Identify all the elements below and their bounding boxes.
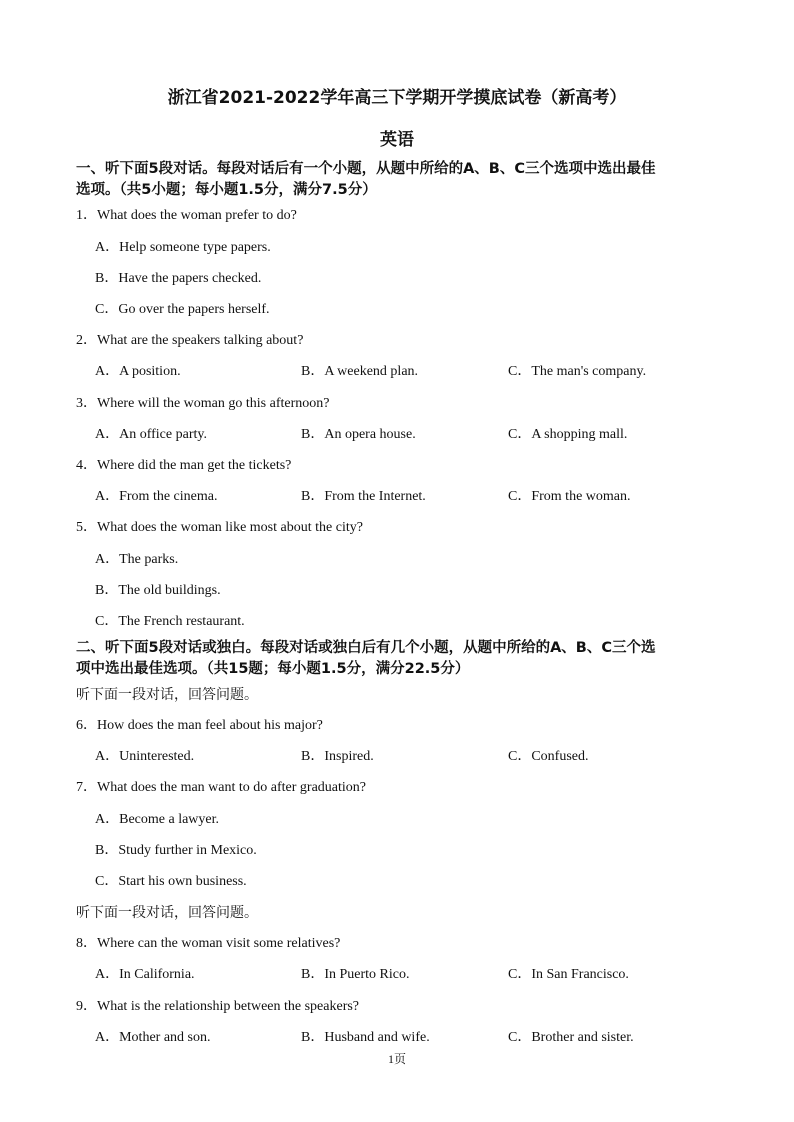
question-4-option-b: B．From the Internet. (301, 489, 426, 504)
question-6-option-a: A．Uninterested. (95, 749, 195, 764)
section-1-line-2: 选项。（共5小题；每小题1.5分，满分7.5分） (76, 182, 377, 198)
question-3-option-a: A．An office party. (95, 427, 207, 442)
question-7-option-c: C．Start his own business. (95, 874, 247, 889)
question-4: 4．Where did the man get the tickets? (76, 458, 292, 473)
question-3-option-c: C．A shopping mall. (508, 427, 628, 442)
exam-title: 浙江省2021-2022学年高三下学期开学摸底试卷（新高考） (167, 88, 627, 108)
question-4-option-c: C．From the woman. (508, 489, 631, 504)
question-1: 1．What does the woman prefer to do? (76, 208, 297, 223)
question-3-option-b: B．An opera house. (301, 427, 416, 442)
question-8-option-b: B．In Puerto Rico. (301, 967, 410, 982)
section-1-line-1: 一、听下面5段对话。每段对话后有一个小题，从题中所给的A、B、C三个选项中选出最佳 (76, 161, 656, 177)
section-2-line-1: 二、听下面5段对话或独白。每段对话或独白后有几个小题，从题中所给的A、B、C三个选 (76, 640, 656, 656)
question-5: 5．What does the woman like most about the city? (76, 520, 363, 535)
question-4-option-a: A．From the cinema. (95, 489, 218, 504)
listening-instruction-2: 听下面一段对话，回答问题。 (76, 905, 258, 921)
question-5-option-b: B．The old buildings. (95, 583, 221, 598)
section-2-heading (76, 638, 726, 680)
listening-instruction-1: 听下面一段对话，回答问题。 (76, 687, 258, 703)
question-2-option-b: B．A weekend plan. (301, 364, 419, 379)
question-8-option-c: C．In San Francisco. (508, 967, 629, 982)
section-2-line-2: 项中选出最佳选项。（共15题；每小题1.5分，满分22.5分） (76, 661, 470, 677)
question-6-option-b: B．Inspired. (301, 749, 374, 764)
question-7: 7．What does the man want to do after graduation? (76, 780, 367, 795)
question-9-option-a: A．Mother and son. (95, 1030, 211, 1045)
question-3: 3．Where will the woman go this afternoon? (76, 396, 330, 411)
page-number: 1页 (387, 1052, 406, 1066)
question-6-option-c: C．Confused. (508, 749, 589, 764)
question-2-option-c: C．The man's company. (508, 364, 647, 379)
question-2: 2．What are the speakers talking about? (76, 333, 304, 348)
question-1-option-c: C．Go over the papers herself. (95, 302, 270, 317)
question-1-option-a: A．Help someone type papers. (95, 240, 271, 255)
question-2-option-a: A．A position. (95, 364, 181, 379)
question-5-option-c: C．The French restaurant. (95, 614, 245, 629)
question-1-option-b: B．Have the papers checked. (95, 271, 262, 286)
question-7-option-a: A．Become a lawyer. (95, 812, 220, 827)
question-6: 6．How does the man feel about his major? (76, 718, 323, 733)
section-1-heading (76, 159, 726, 201)
question-8-option-a: A．In California. (95, 967, 195, 982)
exam-subject: 英语 (380, 130, 414, 150)
question-9-option-c: C．Brother and sister. (508, 1030, 634, 1045)
question-5-option-a: A．The parks. (95, 552, 179, 567)
question-7-option-b: B．Study further in Mexico. (95, 843, 257, 858)
question-9-option-b: B．Husband and wife. (301, 1030, 430, 1045)
question-9: 9．What is the relationship between the speakers? (76, 999, 360, 1014)
question-8: 8．Where can the woman visit some relatives? (76, 936, 341, 951)
